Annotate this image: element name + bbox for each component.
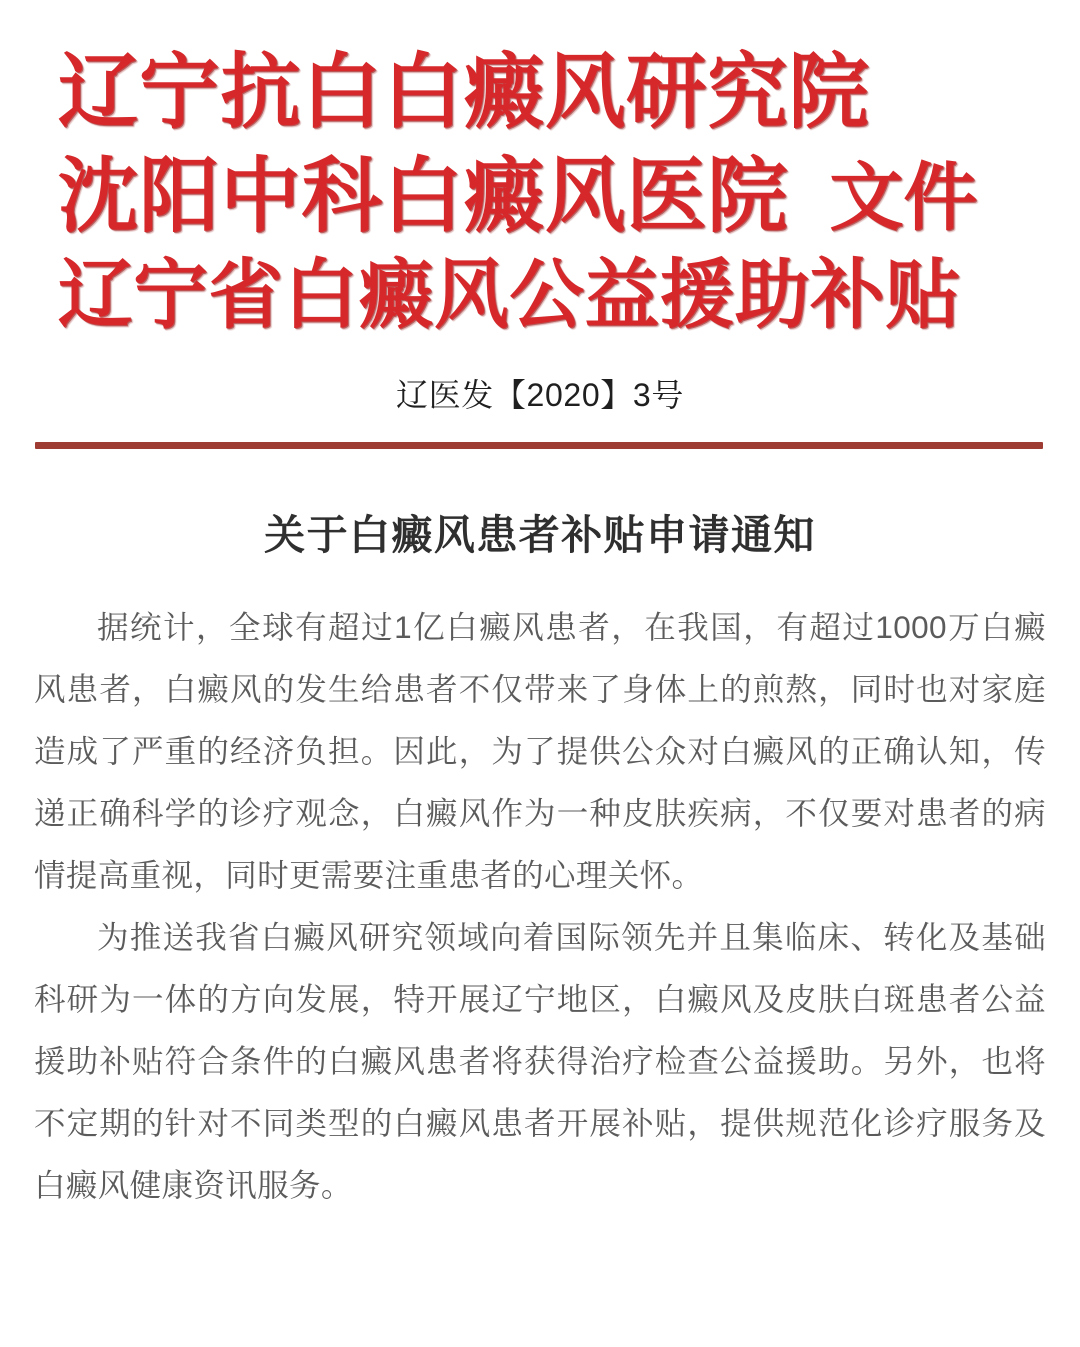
masthead-row-hospital <box>58 151 1046 242</box>
notice-paragraph: 据统计，全球有超过1亿白癜风患者，在我国，有超过1000万白癜风患者，白癜风的发生给患者不仅带来了身体上的煎熬，同时也对家庭造成了严重的经济负担。因此，为了提供公众对白癜风的正确认知，传递正确科学的诊疗观念，白癜风作为一种皮肤疾病，不仅要对患者的病情提高重视，同时更需要注重患者的心理关怀。 <box>34 609 1046 894</box>
document-number: 辽医发【2020】3号 <box>395 377 685 413</box>
masthead-line-institute: 辽宁抗白白癜风研究院 <box>58 47 870 138</box>
notice-title: 关于白癜风患者补贴申请通知 <box>264 512 816 558</box>
red-divider-rule <box>35 442 1043 449</box>
masthead <box>0 0 1080 338</box>
masthead-line-subsidy: 辽宁省白癜风公益援助补贴 <box>58 253 961 338</box>
notice-section <box>0 511 1080 1216</box>
masthead-document-word: 文件 <box>829 156 978 239</box>
notice-body <box>34 596 1046 1216</box>
masthead-line-hospital: 沈阳中科白癜风医院 <box>58 151 789 242</box>
notice-paragraph: 为推送我省白癜风研究领域向着国际领先并且集临床、转化及基础科研为一体的方向发展，特开展辽宁地区，白癜风及皮肤白斑患者公益援助补贴符合条件的白癜风患者将获得治疗检查公益援助。另外，也将不定期的针对不同类型的白癜风患者开展补贴，提供规范化诊疗服务及白癜风健康资讯服务。 <box>34 919 1046 1204</box>
